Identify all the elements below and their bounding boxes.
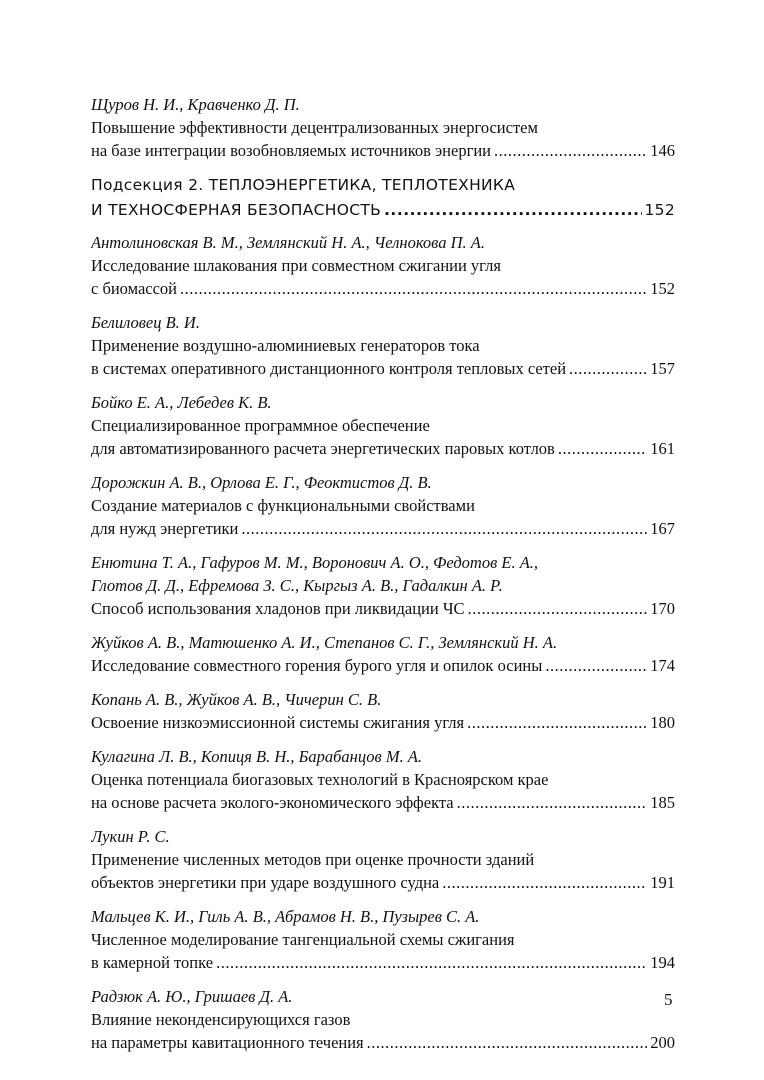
section-title-line2: [91, 198, 675, 223]
section-heading: [91, 173, 675, 223]
entry-page-number: 185: [650, 793, 675, 812]
toc-entry: [91, 391, 675, 460]
entry-last-line: [91, 791, 675, 814]
dot-leader: [367, 1031, 648, 1054]
entry-last-line: [91, 951, 675, 974]
page-number: 5: [664, 990, 673, 1009]
entry-page-number: 157: [650, 359, 675, 378]
entry-last-line: [91, 139, 675, 162]
entry-page-number: 170: [650, 599, 675, 618]
entry-last-line: [91, 654, 675, 677]
entry-title-end: на базе интеграции возобновляемых источников энергии: [91, 141, 491, 160]
entry-title-end: на основе расчета эколого-экономического эффекта: [91, 793, 454, 812]
toc-entry: [91, 93, 675, 162]
toc-entry: [91, 311, 675, 380]
toc-entry: [91, 551, 675, 620]
entry-title-end: в системах оперативного дистанционного контроля тепловых сетей: [91, 359, 567, 378]
entry-page-number: 146: [650, 141, 675, 160]
entry-page-number: 200: [650, 1033, 675, 1052]
entry-last-line: [91, 597, 675, 620]
entry-title-line: Исследование шлакования при совместном сжигании угля: [91, 256, 501, 275]
entry-title-end: объектов энергетики при ударе воздушного судна: [91, 873, 440, 892]
entry-title-line: Применение численных методов при оценке прочности зданий: [91, 850, 535, 869]
dot-leader: [467, 711, 647, 734]
dot-leader: [545, 654, 647, 677]
entry-title-end: Освоение низкоэмиссионной системы сжигания угля: [91, 713, 465, 732]
section-page-number: 152: [644, 201, 675, 219]
entry-page-number: 174: [650, 656, 675, 675]
entry-authors: Лукин Р. С.: [91, 827, 170, 846]
entry-title-line: Численное моделирование тангенциальной схемы сжигания: [91, 930, 515, 949]
entry-page-number: 194: [650, 953, 675, 972]
toc-entry: [91, 471, 675, 540]
entry-last-line: [91, 711, 675, 734]
toc-entry: [91, 905, 675, 974]
entry-page-number: 161: [650, 439, 675, 458]
dot-leader: [494, 139, 647, 162]
entry-last-line: [91, 871, 675, 894]
toc-entry: [91, 631, 675, 677]
entry-title-end: для автоматизированного расчета энергетических паровых котлов: [91, 439, 555, 458]
entry-title-line: Влияние неконденсирующихся газов: [91, 1010, 351, 1029]
dot-leader: [180, 277, 647, 300]
entry-authors: Антолиновская В. М., Землянский Н. А., Челнокова П. А.: [91, 233, 485, 252]
entry-last-line: [91, 277, 675, 300]
dot-leader: [468, 597, 648, 620]
entry-authors: Енютина Т. А., Гафуров М. М., Воронович А. О., Федотов Е. А.,: [91, 553, 539, 572]
entry-authors: Мальцев К. И., Гиль А. В., Абрамов Н. В., Пузырев С. А.: [91, 907, 480, 926]
entry-page-number: 152: [650, 279, 675, 298]
toc-entry: [91, 985, 675, 1054]
entry-title-end: Способ использования хладонов при ликвидации ЧС: [91, 599, 465, 618]
entry-authors: Кулагина Л. В., Копиця В. Н., Барабанцов М. А.: [91, 747, 423, 766]
entry-title-end: для нужд энергетики: [91, 519, 239, 538]
entry-page-number: 191: [650, 873, 675, 892]
dot-leader: [457, 791, 648, 814]
toc-entries: [91, 231, 675, 1054]
entry-authors: Жуйков А. В., Матюшенко А. И., Степанов С. Г., Землянский Н. А.: [91, 633, 558, 652]
section-title-end: И ТЕХНОСФЕРНАЯ БЕЗОПАСНОСТЬ: [91, 201, 382, 219]
entry-authors: Глотов Д. Д., Ефремова З. С., Кыргыз А. В., Гадалкин А. Р.: [91, 576, 503, 595]
entry-authors: Копань А. В., Жуйков А. В., Чичерин С. В.: [91, 690, 382, 709]
table-of-contents: [91, 93, 675, 1065]
entry-title-end: Исследование совместного горения бурого угля и опилок осины: [91, 656, 543, 675]
entry-title-line: Оценка потенциала биогазовых технологий в Красноярском крае: [91, 770, 549, 789]
toc-entry: [91, 688, 675, 734]
entry-last-line: [91, 1031, 675, 1054]
entry-title-line: Специализированное программное обеспечение: [91, 416, 430, 435]
entry-authors: Радзюк А. Ю., Гришаев Д. А.: [91, 987, 293, 1006]
entry-page-number: 167: [650, 519, 675, 538]
entry-title-end: с биомассой: [91, 279, 177, 298]
entry-title-line: Повышение эффективности децентрализованных энергосистем: [91, 118, 538, 137]
entry-title-line: Применение воздушно-алюминиевых генераторов тока: [91, 336, 480, 355]
entry-authors: Щуров Н. И., Кравченко Д. П.: [91, 95, 300, 114]
entry-title-end: на параметры кавитационного течения: [91, 1033, 364, 1052]
dot-leader: [558, 437, 647, 460]
entry-last-line: [91, 437, 675, 460]
dot-leader: [216, 951, 647, 974]
toc-entry: [91, 745, 675, 814]
entry-authors: Бойко Е. А., Лебедев К. В.: [91, 393, 272, 412]
dot-leader: [569, 357, 647, 380]
toc-entry: [91, 825, 675, 894]
entry-authors: Белиловец В. И.: [91, 313, 200, 332]
entry-last-line: [91, 357, 675, 380]
entry-title-line: Создание материалов с функциональными свойствами: [91, 496, 475, 515]
entry-authors: Дорожкин А. В., Орлова Е. Г., Феоктистов Д. В.: [91, 473, 432, 492]
toc-entry: [91, 231, 675, 300]
dot-leader: [241, 517, 647, 540]
entry-title-end: в камерной топке: [91, 953, 214, 972]
section-title-line1: Подсекция 2. ТЕПЛОЭНЕРГЕТИКА, ТЕПЛОТЕХНИКА: [91, 176, 516, 194]
dot-leader: [442, 871, 647, 894]
dot-leader: [384, 198, 641, 223]
entry-last-line: [91, 517, 675, 540]
entry-page-number: 180: [650, 713, 675, 732]
